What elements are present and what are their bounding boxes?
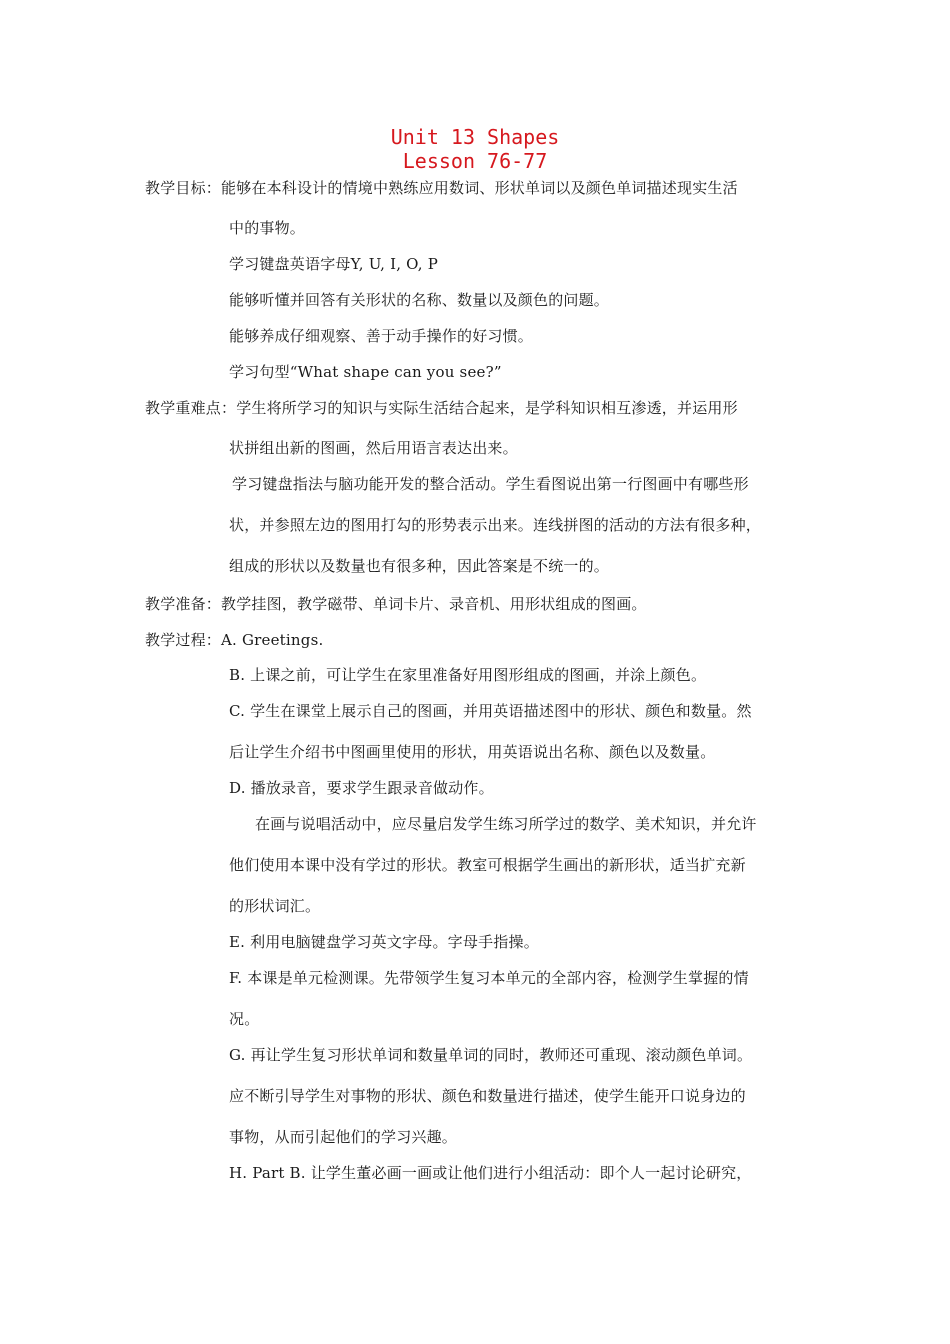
objectives-line-6: 学习句型“What shape can you see?” — [229, 363, 502, 381]
objectives-line-1: 教学目标：能够在本科设计的情境中熟练应用数词、形状单词以及颜色单词描述现实生活 — [145, 179, 738, 197]
process-line-1: 教学过程：A. Greetings. — [145, 631, 324, 649]
objectives-line-3: 学习键盘英语字母Y, U, I, O, P — [229, 255, 439, 273]
key-points-line-1: 教学重难点：学生将所学习的知识与实际生活结合起来，是学科知识相互渗透，并运用形 — [145, 399, 738, 417]
process-line-7: 他们使用本课中没有学过的形状。教室可根据学生画出的新形状，适当扩充新 — [229, 856, 746, 874]
objectives-line-4: 能够听懂并回答有关形状的名称、数量以及颜色的问题。 — [229, 291, 610, 309]
preparation-line: 教学准备：教学挂图，教学磁带、单词卡片、录音机、用形状组成的图画。 — [145, 595, 647, 613]
process-line-2: B. 上课之前，可让学生在家里准备好用图形组成的图画，并涂上颜色。 — [229, 666, 707, 684]
document-title: Unit 13 Shapes — [390, 125, 560, 149]
key-points-line-2: 状拼组出新的图画，然后用语言表达出来。 — [229, 439, 518, 457]
process-line-6: 在画与说唱活动中，应尽量启发学生练习所学过的数学、美术知识，并允许 — [255, 815, 757, 833]
process-line-15: H. Part B. 让学生董必画一画或让他们进行小组活动：即个人一起讨论研究， — [229, 1164, 752, 1182]
process-line-4: 后让学生介绍书中图画里使用的形状，用英语说出名称、颜色以及数量。 — [229, 743, 716, 761]
objectives-line-5: 能够养成仔细观察、善于动手操作的好习惯。 — [229, 327, 534, 345]
process-line-12: G. 再让学生复习形状单词和数量单词的同时，教师还可重现、滚动颜色单词。 — [229, 1046, 753, 1064]
process-line-3: C. 学生在课堂上展示自己的图画，并用英语描述图中的形状、颜色和数量。然 — [229, 702, 752, 720]
lesson-subtitle: Lesson 76-77 — [402, 149, 548, 173]
process-line-9: E. 利用电脑键盘学习英文字母。字母手指操。 — [229, 933, 539, 951]
objectives-line-2: 中的事物。 — [229, 219, 306, 237]
process-line-11: 况。 — [229, 1010, 260, 1028]
process-line-10: F. 本课是单元检测课。先带领学生复习本单元的全部内容，检测学生掌握的情 — [229, 969, 749, 987]
process-line-14: 事物，从而引起他们的学习兴趣。 — [229, 1128, 458, 1146]
key-points-line-4: 状，并参照左边的图用打勾的形势表示出来。连线拼图的活动的方法有很多种， — [229, 516, 762, 534]
key-points-line-5: 组成的形状以及数量也有很多种，因此答案是不统一的。 — [229, 557, 610, 575]
key-points-line-3: 学习键盘指法与脑功能开发的整合活动。学生看图说出第一行图画中有哪些形 — [232, 475, 749, 493]
process-line-8: 的形状词汇。 — [229, 897, 321, 915]
process-line-13: 应不断引导学生对事物的形状、颜色和数量进行描述，使学生能开口说身边的 — [229, 1087, 746, 1105]
process-line-5: D. 播放录音，要求学生跟录音做动作。 — [229, 779, 494, 797]
